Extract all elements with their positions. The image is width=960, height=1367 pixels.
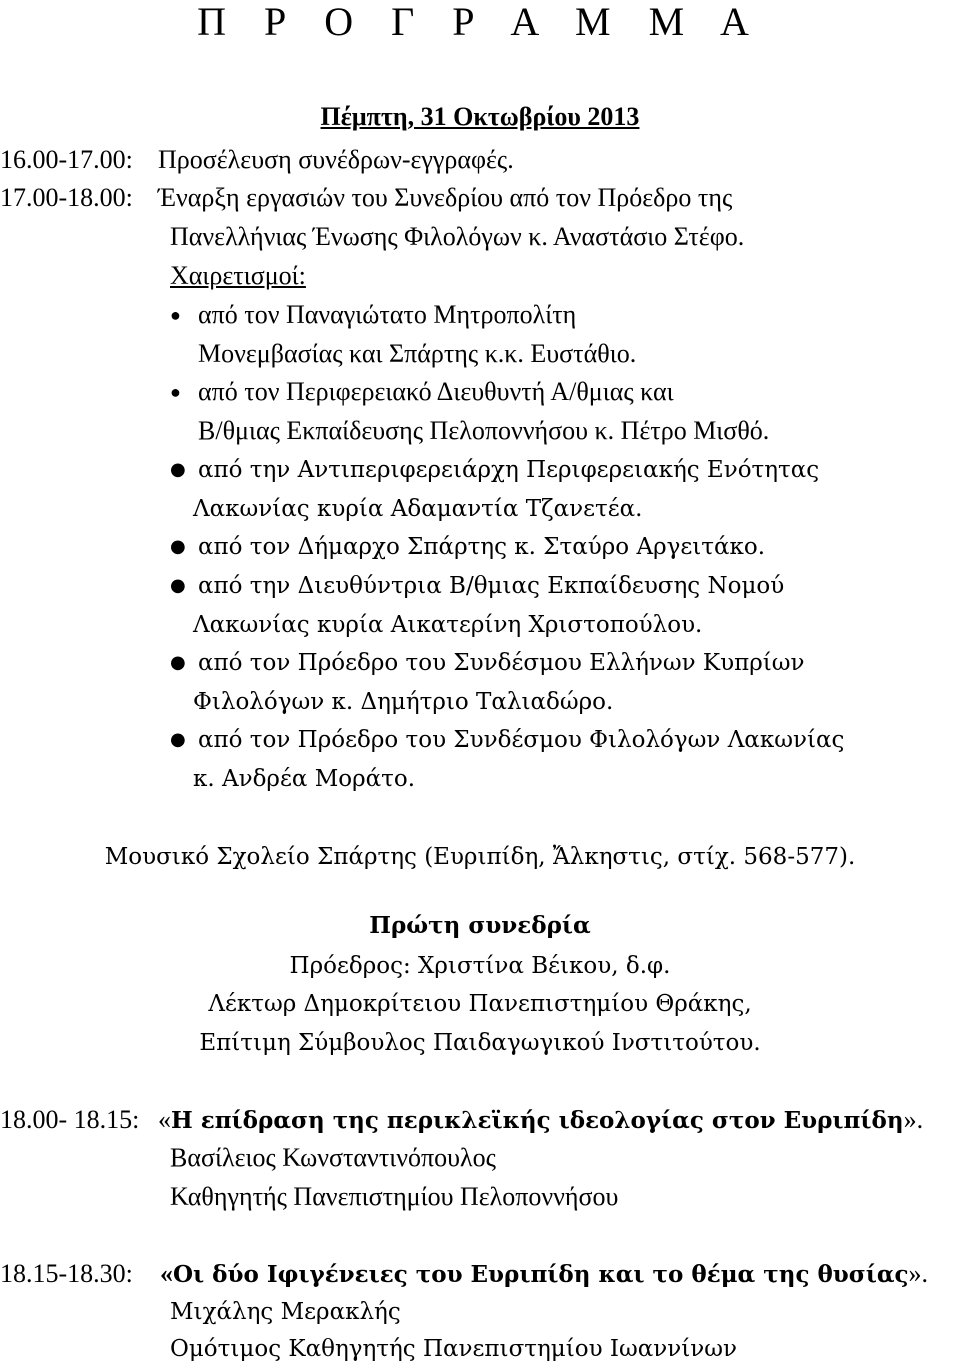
music-performance: Μουσικό Σχολείο Σπάρτης (Ευριπίδη, Ἄλκηστις, στίχ. 568-577). bbox=[104, 844, 856, 870]
talk-speaker: Μιχάλης Μερακλής bbox=[170, 1299, 401, 1325]
bullet-icon: ● bbox=[170, 382, 181, 402]
session-title: Πρώτη συνεδρία bbox=[369, 912, 591, 939]
schedule-row bbox=[0, 145, 514, 175]
quote-close: ». bbox=[903, 1105, 924, 1134]
talk-row bbox=[0, 1259, 928, 1290]
quote-open: « bbox=[158, 1105, 171, 1134]
greeting-text-continued: Φιλολόγων κ. Δημήτριο Ταλιαδώρο. bbox=[193, 689, 614, 715]
greeting-text: από τον Πρόεδρο του Συνδέσμου Ελλήνων Κυπρίων bbox=[198, 650, 805, 676]
bullet-icon: ● bbox=[170, 459, 186, 480]
greeting-item bbox=[170, 571, 784, 601]
bullet-icon: ● bbox=[170, 536, 186, 557]
talk-speaker: Βασίλειος Κωνσταντινόπουλος bbox=[170, 1143, 496, 1172]
greeting-text: από την Αντιπεριφερειάρχη Περιφερειακής Ενότητας bbox=[198, 457, 820, 483]
greeting-text: από τον Δήμαρχο Σπάρτης κ. Σταύρο Αργειτάκο. bbox=[198, 534, 766, 560]
talk-title: Οι δύο Ιφιγένειες του Ευριπίδη και το θέμα της θυσίας bbox=[173, 1261, 909, 1288]
date-heading: Πέμπτη, 31 Οκτωβρίου 2013 bbox=[320, 102, 640, 131]
schedule-row bbox=[0, 183, 732, 213]
schedule-text-continued: Πανελλήνιας Ένωσης Φιλολόγων κ. Αναστάσιο Στέφο. bbox=[170, 222, 745, 251]
greeting-text-continued: Μονεμβασίας και Σπάρτης κ.κ. Ευστάθιο. bbox=[198, 339, 637, 368]
quote-open: « bbox=[160, 1259, 173, 1288]
talk-row bbox=[0, 1105, 923, 1136]
talk-time: 18.15-18.30: bbox=[0, 1259, 133, 1288]
greeting-text-continued: Β/θμιας Εκπαίδευσης Πελοποννήσου κ. Πέτρο Μισθό. bbox=[198, 416, 770, 445]
greeting-item bbox=[170, 725, 844, 755]
session-chair-role: Λέκτωρ Δημοκρίτειου Πανεπιστημίου Θράκης, bbox=[208, 991, 752, 1017]
session-chair-role: Επίτιμη Σύμβουλος Παιδαγωγικού Ινστιτούτου. bbox=[199, 1030, 761, 1056]
schedule-text: Προσέλευση συνέδρων-εγγραφές. bbox=[158, 145, 514, 174]
greeting-item bbox=[170, 532, 765, 562]
talk-time: 18.00- 18.15: bbox=[0, 1105, 140, 1134]
bullet-icon: ● bbox=[170, 575, 186, 596]
greeting-text-continued: Λακωνίας κυρία Αικατερίνη Χριστοπούλου. bbox=[193, 612, 703, 638]
greeting-text: από τον Παναγιώτατο Μητροπολίτη bbox=[198, 300, 577, 329]
quote-close: ». bbox=[908, 1259, 929, 1288]
greeting-text-continued: Λακωνίας κυρία Αδαμαντία Τζανετέα. bbox=[193, 496, 643, 522]
schedule-time: 17.00-18.00: bbox=[0, 183, 133, 212]
bullet-icon: ● bbox=[170, 729, 186, 750]
session-chair: Πρόεδρος: Χριστίνα Βέικου, δ.φ. bbox=[289, 953, 671, 979]
talk-affiliation: Ομότιμος Καθηγητής Πανεπιστημίου Ιωαννίνων bbox=[170, 1336, 737, 1362]
greeting-item bbox=[170, 377, 674, 407]
talk-title: Η επίδραση της περικλεϊκής ιδεολογίας στον Ευριπίδη bbox=[171, 1107, 904, 1134]
greeting-text-continued: κ. Ανδρέα Μοράτο. bbox=[193, 766, 416, 792]
schedule-time: 16.00-17.00: bbox=[0, 145, 133, 174]
bullet-icon: ● bbox=[170, 652, 186, 673]
greetings-heading: Χαιρετισμοί: bbox=[170, 261, 306, 290]
greeting-text: από την Διευθύντρια Β/θμιας Εκπαίδευσης Νομού bbox=[198, 573, 785, 599]
greeting-item bbox=[170, 300, 576, 330]
greeting-text: από τον Πρόεδρο του Συνδέσμου Φιλολόγων Λακωνίας bbox=[198, 727, 845, 753]
page-title: Π Ρ Ο Γ Ρ Α Μ Μ Α bbox=[197, 0, 763, 44]
greeting-item bbox=[170, 648, 805, 678]
bullet-icon: ● bbox=[170, 305, 181, 325]
schedule-text: Έναρξη εργασιών του Συνεδρίου από τον Πρόεδρο της bbox=[158, 183, 733, 212]
talk-affiliation: Καθηγητής Πανεπιστημίου Πελοποννήσου bbox=[170, 1182, 619, 1211]
greeting-text: από τον Περιφερειακό Διευθυντή Α/θμιας και bbox=[198, 377, 674, 406]
greeting-item bbox=[170, 455, 819, 485]
